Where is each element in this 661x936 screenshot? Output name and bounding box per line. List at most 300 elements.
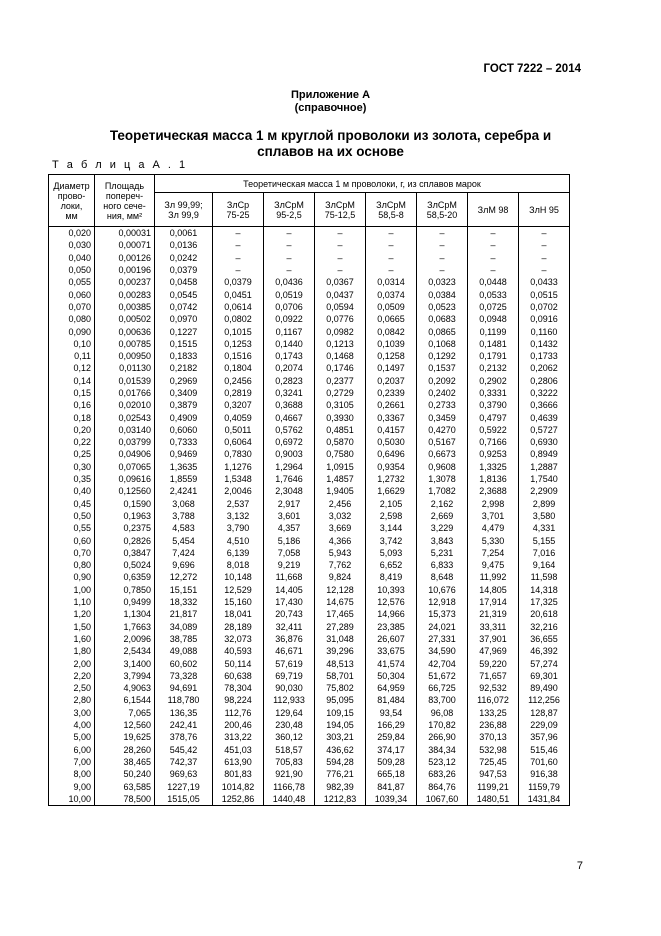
mass-cell: 9,219	[264, 559, 315, 571]
area-cell: 28,260	[95, 743, 155, 755]
alloy-header	[366, 193, 417, 227]
diameter-cell: 0,060	[49, 288, 95, 300]
mass-cell: –	[213, 252, 264, 264]
mass-cell: 112,256	[519, 694, 570, 706]
mass-cell: 118,780	[155, 694, 213, 706]
mass-cell: 3,068	[155, 498, 213, 510]
mass-cell: 194,05	[315, 719, 366, 731]
mass-cell: 51,672	[417, 670, 468, 682]
mass-cell: 683,26	[417, 768, 468, 780]
mass-cell: 613,90	[213, 756, 264, 768]
header-line: ЗлСрМ	[325, 199, 355, 210]
mass-cell: 10,393	[366, 584, 417, 596]
mass-cell: 1,2887	[519, 461, 570, 473]
diameter-cell: 6,00	[49, 743, 95, 755]
diameter-cell: 8,00	[49, 768, 95, 780]
mass-cell: 133,25	[468, 707, 519, 719]
mass-cell: 0,0706	[264, 301, 315, 313]
table-row	[49, 559, 570, 571]
mass-cell: 313,22	[213, 731, 264, 743]
mass-cell: 3,742	[366, 534, 417, 546]
mass-cell: 3,144	[366, 522, 417, 534]
diameter-cell: 10,00	[49, 793, 95, 806]
mass-cell: 2,537	[213, 498, 264, 510]
mass-cell: 31,048	[315, 633, 366, 645]
mass-cell: 7,016	[519, 547, 570, 559]
header-line: ЗлСрМ	[376, 199, 406, 210]
diameter-cell: 4,00	[49, 719, 95, 731]
mass-cell: 0,0136	[155, 239, 213, 251]
diameter-cell: 0,020	[49, 227, 95, 240]
mass-cell: 518,57	[264, 743, 315, 755]
mass-cell: 9,164	[519, 559, 570, 571]
header-line: ЗлН 95	[529, 204, 559, 215]
table-row	[49, 694, 570, 706]
mass-cell: 170,82	[417, 719, 468, 731]
appendix-subtitle: (справочное)	[294, 102, 367, 114]
table-row	[49, 473, 570, 485]
alloy-header	[417, 193, 468, 227]
mass-cell: 0,4270	[417, 424, 468, 436]
mass-cell: 81,484	[366, 694, 417, 706]
diameter-cell: 0,040	[49, 252, 95, 264]
mass-cell: 1,3325	[468, 461, 519, 473]
table-row	[49, 448, 570, 460]
mass-cell: 57,274	[519, 657, 570, 669]
mass-cell: 0,2806	[519, 375, 570, 387]
area-cell: 3,1400	[95, 657, 155, 669]
table-row	[49, 534, 570, 546]
mass-cell: –	[468, 264, 519, 276]
mass-cell: 0,2074	[264, 362, 315, 374]
mass-cell: 60,638	[213, 670, 264, 682]
mass-cell: 40,593	[213, 645, 264, 657]
table-row	[49, 793, 570, 806]
area-cell: 78,500	[95, 793, 155, 806]
mass-cell: 2,0046	[213, 485, 264, 497]
area-cell: 0,00071	[95, 239, 155, 251]
mass-cell: –	[264, 264, 315, 276]
area-cell: 19,625	[95, 731, 155, 743]
page-number: 7	[576, 860, 583, 872]
mass-cell: 0,1432	[519, 338, 570, 350]
table-row	[49, 657, 570, 669]
mass-cell: 360,12	[264, 731, 315, 743]
diameter-cell: 0,11	[49, 350, 95, 362]
area-cell: 0,7850	[95, 584, 155, 596]
table-row	[49, 411, 570, 423]
area-cell: 0,07065	[95, 461, 155, 473]
diameter-cell: 0,55	[49, 522, 95, 534]
mass-cell: 0,0614	[213, 301, 264, 313]
mass-cell: 801,83	[213, 768, 264, 780]
mass-cell: 3,788	[155, 510, 213, 522]
table-row	[49, 424, 570, 436]
mass-cell: 0,8949	[519, 448, 570, 460]
diameter-cell: 2,50	[49, 682, 95, 694]
mass-cell: 93,54	[366, 707, 417, 719]
mass-cell: 4,510	[213, 534, 264, 546]
mass-cell: 0,0970	[155, 313, 213, 325]
mass-cell: 0,6930	[519, 436, 570, 448]
mass-cell: 229,09	[519, 719, 570, 731]
mass-cell: 0,3331	[468, 387, 519, 399]
mass-cell: 0,0061	[155, 227, 213, 240]
mass-cell: 12,529	[213, 584, 264, 596]
alloy-header	[315, 193, 366, 227]
mass-cell: 0,0437	[315, 288, 366, 300]
mass-cell: 1,3078	[417, 473, 468, 485]
appendix-heading	[0, 89, 661, 115]
mass-cell: 18,332	[155, 596, 213, 608]
mass-cell: 24,021	[417, 621, 468, 633]
mass-cell: 9,475	[468, 559, 519, 571]
mass-cell: 1,3635	[155, 461, 213, 473]
diameter-cell: 0,20	[49, 424, 95, 436]
mass-cell: 17,465	[315, 608, 366, 620]
table-row	[49, 498, 570, 510]
alloy-header	[213, 193, 264, 227]
mass-cell: 0,6064	[213, 436, 264, 448]
area-cell: 0,1963	[95, 510, 155, 522]
table-row	[49, 313, 570, 325]
mass-cell: 37,901	[468, 633, 519, 645]
mass-cell: 0,6060	[155, 424, 213, 436]
mass-cell: 0,0865	[417, 325, 468, 337]
mass-cell: 1,5348	[213, 473, 264, 485]
mass-cell: 0,2037	[366, 375, 417, 387]
mass-cell: 0,2402	[417, 387, 468, 399]
mass-cell: 32,216	[519, 621, 570, 633]
mass-cell: 0,3367	[366, 411, 417, 423]
mass-cell: 0,5030	[366, 436, 417, 448]
mass-cell: 0,1258	[366, 350, 417, 362]
area-cell: 0,04906	[95, 448, 155, 460]
header-line: 95-2,5	[276, 209, 302, 220]
mass-cell: 0,2823	[264, 375, 315, 387]
mass-cell: 378,76	[155, 731, 213, 743]
mass-cell: 0,0436	[264, 276, 315, 288]
mass-cell: 5,943	[315, 547, 366, 559]
mass-cell: 11,668	[264, 571, 315, 583]
table-row	[49, 547, 570, 559]
mass-cell: 947,53	[468, 768, 519, 780]
table-row	[49, 362, 570, 374]
table-row	[49, 621, 570, 633]
mass-cell: 47,969	[468, 645, 519, 657]
mass-cell: 864,76	[417, 780, 468, 792]
mass-cell: 6,139	[213, 547, 264, 559]
diameter-cell: 0,14	[49, 375, 95, 387]
mass-cell: 0,4059	[213, 411, 264, 423]
mass-cell: 370,13	[468, 731, 519, 743]
table-row	[49, 522, 570, 534]
mass-cell: 69,301	[519, 670, 570, 682]
table-label: Т а б л и ц а А . 1	[52, 159, 188, 171]
area-header	[95, 175, 155, 227]
mass-cell: –	[315, 239, 366, 251]
mass-cell: 509,28	[366, 756, 417, 768]
mass-cell: 3,132	[213, 510, 264, 522]
header-line: Диаметр	[53, 180, 90, 191]
mass-cell: 0,7166	[468, 436, 519, 448]
mass-cell: 1431,84	[519, 793, 570, 806]
mass-cell: 515,46	[519, 743, 570, 755]
area-cell: 0,00283	[95, 288, 155, 300]
mass-cell: 32,411	[264, 621, 315, 633]
mass-cell: 4,583	[155, 522, 213, 534]
header-line: ЗлСрМ	[427, 199, 457, 210]
mass-cell: 2,3048	[264, 485, 315, 497]
mass-cell: 0,0384	[417, 288, 468, 300]
mass-cell: 50,114	[213, 657, 264, 669]
diameter-cell: 0,15	[49, 387, 95, 399]
diameter-cell: 1,20	[49, 608, 95, 620]
mass-cell: 9,696	[155, 559, 213, 571]
table-row	[49, 301, 570, 313]
mass-cell: 1014,82	[213, 780, 264, 792]
area-cell: 1,7663	[95, 621, 155, 633]
mass-cell: –	[519, 252, 570, 264]
area-cell: 0,9499	[95, 596, 155, 608]
mass-cell: 8,648	[417, 571, 468, 583]
mass-cell: 14,966	[366, 608, 417, 620]
table-row	[49, 719, 570, 731]
mass-cell: 1252,86	[213, 793, 264, 806]
area-cell: 0,03140	[95, 424, 155, 436]
mass-cell: 128,87	[519, 707, 570, 719]
mass-cell: 776,21	[315, 768, 366, 780]
header-line: локи,	[60, 200, 83, 211]
mass-cell: 0,0242	[155, 252, 213, 264]
mass-cell: 14,675	[315, 596, 366, 608]
mass-cell: 1,9405	[315, 485, 366, 497]
area-cell: 0,00196	[95, 264, 155, 276]
mass-cell: 0,3241	[264, 387, 315, 399]
table-row	[49, 325, 570, 337]
mass-cell: 136,35	[155, 707, 213, 719]
mass-cell: 982,39	[315, 780, 366, 792]
mass-cell: 0,5011	[213, 424, 264, 436]
mass-cell: 2,917	[264, 498, 315, 510]
header-line: мм	[65, 210, 78, 221]
diameter-cell: 0,055	[49, 276, 95, 288]
mass-cell: 0,2339	[366, 387, 417, 399]
mass-cell: 0,0982	[315, 325, 366, 337]
mass-cell: –	[315, 252, 366, 264]
mass-cell: 5,186	[264, 534, 315, 546]
mass-cell: 78,304	[213, 682, 264, 694]
mass-cell: 73,328	[155, 670, 213, 682]
mass-cell: 8,419	[366, 571, 417, 583]
mass-cell: 2,998	[468, 498, 519, 510]
mass-cell: 1,0915	[315, 461, 366, 473]
mass-cell: 0,9469	[155, 448, 213, 460]
mass-cell: 0,0916	[519, 313, 570, 325]
mass-cell: 0,5167	[417, 436, 468, 448]
header-line: прово-	[57, 190, 86, 201]
mass-cell: 0,1167	[264, 325, 315, 337]
mass-cell: 0,1481	[468, 338, 519, 350]
header-line: Площадь	[104, 180, 145, 191]
mass-cell: 39,296	[315, 645, 366, 657]
mass-cell: 112,76	[213, 707, 264, 719]
mass-cell: 27,289	[315, 621, 366, 633]
mass-cell: 2,598	[366, 510, 417, 522]
mass-cell: 28,189	[213, 621, 264, 633]
mass-cell: 0,3459	[417, 411, 468, 423]
diameter-cell: 1,60	[49, 633, 95, 645]
mass-cell: 0,9354	[366, 461, 417, 473]
mass-cell: 701,60	[519, 756, 570, 768]
mass-cell: 0,7580	[315, 448, 366, 460]
mass-cell: 12,918	[417, 596, 468, 608]
area-cell: 1,1304	[95, 608, 155, 620]
table-row	[49, 252, 570, 264]
mass-cell: 15,151	[155, 584, 213, 596]
mass-cell: –	[468, 227, 519, 240]
mass-cell: 0,1039	[366, 338, 417, 350]
mass-cell: 0,0725	[468, 301, 519, 313]
mass-cell: 14,805	[468, 584, 519, 596]
mass-cell: 12,576	[366, 596, 417, 608]
diameter-cell: 1,00	[49, 584, 95, 596]
mass-cell: 83,700	[417, 694, 468, 706]
mass-cell: 129,64	[264, 707, 315, 719]
area-cell: 0,00636	[95, 325, 155, 337]
mass-cell: 0,0533	[468, 288, 519, 300]
mass-cell: 2,162	[417, 498, 468, 510]
diameter-cell: 0,070	[49, 301, 95, 313]
mass-cell: 0,1497	[366, 362, 417, 374]
mass-cell: 1227,19	[155, 780, 213, 792]
alloy-header	[519, 193, 570, 227]
area-cell: 2,5434	[95, 645, 155, 657]
mass-cell: –	[315, 227, 366, 240]
mass-cell: 18,041	[213, 608, 264, 620]
mass-cell: 0,1515	[155, 338, 213, 350]
mass-cell: –	[519, 239, 570, 251]
mass-cell: 66,725	[417, 682, 468, 694]
mass-cell: 166,29	[366, 719, 417, 731]
table-row	[49, 239, 570, 251]
mass-cell: 0,1537	[417, 362, 468, 374]
mass-cell: 374,17	[366, 743, 417, 755]
mass-cell: 0,0448	[468, 276, 519, 288]
mass-cell: –	[264, 252, 315, 264]
area-cell: 0,00385	[95, 301, 155, 313]
mass-cell: –	[264, 239, 315, 251]
mass-cell: 58,701	[315, 670, 366, 682]
diameter-cell: 0,70	[49, 547, 95, 559]
mass-cell: 46,392	[519, 645, 570, 657]
header-line: 58,5-8	[378, 209, 404, 220]
mass-cell: 0,1468	[315, 350, 366, 362]
mass-cell: 0,4797	[468, 411, 519, 423]
mass-cell: 0,1516	[213, 350, 264, 362]
mass-cell: 0,0379	[213, 276, 264, 288]
mass-cell: 32,073	[213, 633, 264, 645]
mass-cell: 17,430	[264, 596, 315, 608]
mass-cell: 49,088	[155, 645, 213, 657]
mass-cell: 2,669	[417, 510, 468, 522]
mass-cell: –	[519, 264, 570, 276]
diameter-cell: 0,90	[49, 571, 95, 583]
mass-cell: 0,9253	[468, 448, 519, 460]
mass-cell: 8,018	[213, 559, 264, 571]
diameter-cell: 0,45	[49, 498, 95, 510]
header-line: 58,5-20	[426, 209, 458, 220]
table-row	[49, 375, 570, 387]
table-row	[49, 399, 570, 411]
mass-cell: 1440,48	[264, 793, 315, 806]
mass-cell: 0,0742	[155, 301, 213, 313]
diameter-cell: 7,00	[49, 756, 95, 768]
table-row	[49, 645, 570, 657]
diameter-cell: 5,00	[49, 731, 95, 743]
area-cell: 0,2826	[95, 534, 155, 546]
mass-cell: –	[213, 264, 264, 276]
mass-cell: 725,45	[468, 756, 519, 768]
area-cell: 38,465	[95, 756, 155, 768]
table-row	[49, 743, 570, 755]
mass-cell: 0,0523	[417, 301, 468, 313]
mass-cell: 0,4851	[315, 424, 366, 436]
mass-cell: 0,0367	[315, 276, 366, 288]
area-cell: 0,00031	[95, 227, 155, 240]
mass-cell: 50,304	[366, 670, 417, 682]
mass-cell: 0,2902	[468, 375, 519, 387]
mass-cell: 742,37	[155, 756, 213, 768]
mass-cell: 841,87	[366, 780, 417, 792]
mass-group-header: Теоретическая масса 1 м проволоки, г, из сплавов марок	[155, 175, 570, 193]
mass-cell: 0,1015	[213, 325, 264, 337]
diameter-cell: 2,80	[49, 694, 95, 706]
area-cell: 50,240	[95, 768, 155, 780]
mass-cell: 436,62	[315, 743, 366, 755]
diameter-cell: 0,050	[49, 264, 95, 276]
mass-cell: 242,41	[155, 719, 213, 731]
mass-cell: 12,128	[315, 584, 366, 596]
mass-cell: 0,1804	[213, 362, 264, 374]
alloy-header	[264, 193, 315, 227]
mass-cell: 6,833	[417, 559, 468, 571]
mass-cell: 0,2733	[417, 399, 468, 411]
mass-cell: 0,2661	[366, 399, 417, 411]
mass-cell: –	[417, 264, 468, 276]
mass-cell: 523,12	[417, 756, 468, 768]
table-row	[49, 756, 570, 768]
diameter-cell: 0,10	[49, 338, 95, 350]
diameter-cell: 2,20	[49, 670, 95, 682]
header-line: ЗлСр	[226, 199, 250, 210]
table-row	[49, 768, 570, 780]
mass-cell: 60,602	[155, 657, 213, 669]
mass-cell: 10,676	[417, 584, 468, 596]
table-row	[49, 276, 570, 288]
mass-cell: 112,933	[264, 694, 315, 706]
mass-cell: 545,42	[155, 743, 213, 755]
area-cell: 0,03799	[95, 436, 155, 448]
mass-cell: 0,1292	[417, 350, 468, 362]
area-cell: 3,7994	[95, 670, 155, 682]
header-line: Зл 99,9	[168, 209, 199, 220]
mass-cell: 532,98	[468, 743, 519, 755]
mass-cell: 0,6496	[366, 448, 417, 460]
area-cell: 7,065	[95, 707, 155, 719]
mass-cell: –	[315, 264, 366, 276]
mass-cell: 0,0665	[366, 313, 417, 325]
